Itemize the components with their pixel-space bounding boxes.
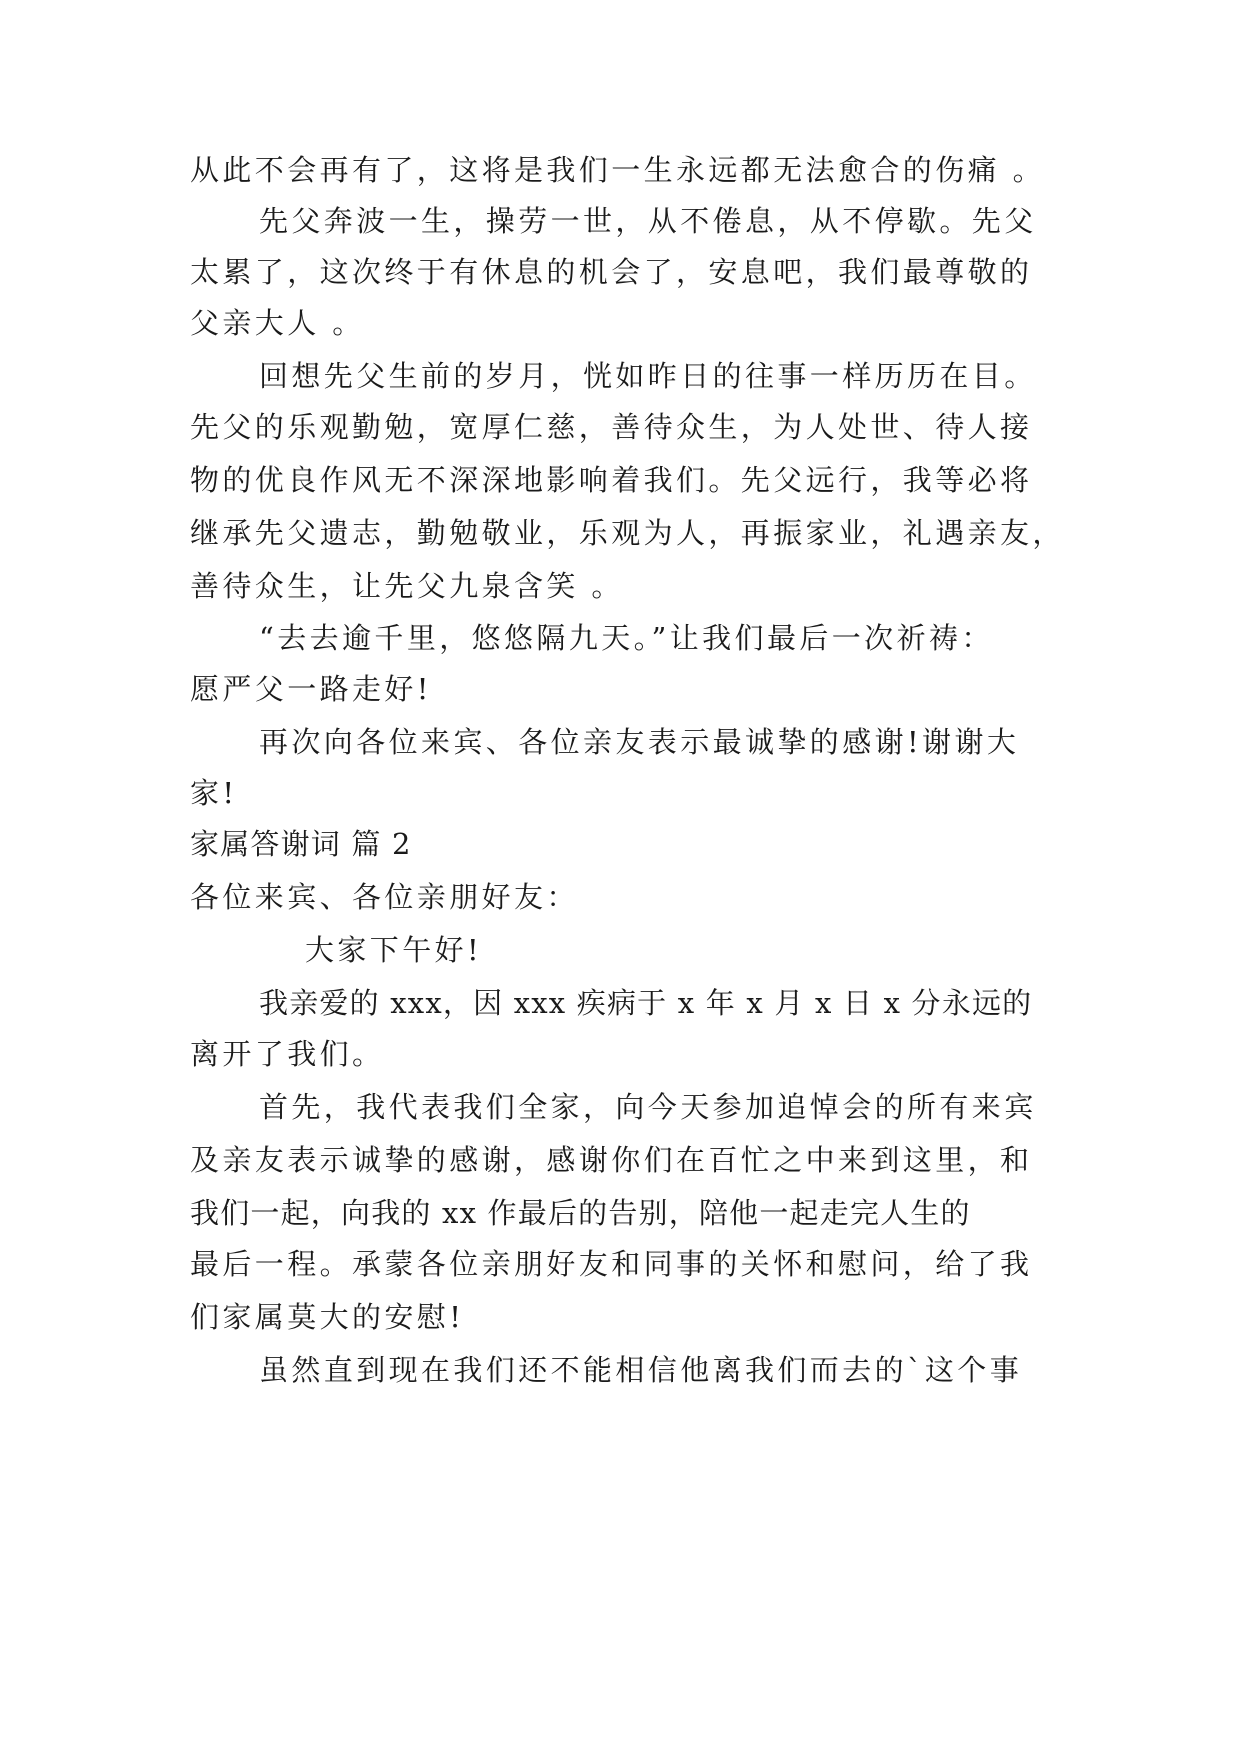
text-line-8: 继承先父遗志，勤勉敬业，乐观为人，再振家业，礼遇亲友， [190,516,1065,550]
text-line-20: 及亲友表示诚挚的感谢，感谢你们在百忙之中来到这里，和 [190,1143,1033,1177]
text-line-5: 回想先父生前的岁月，恍如昨日的往事一样历历在目。 [259,359,1037,393]
salutation: 各位来宾、各位亲朋好友： [190,880,579,914]
text-line-18: 离开了我们。 [190,1037,385,1071]
text-line-17: 我亲爱的 xxx，因 xxx 疾病于 x 年 x 月 x 日 x 分永远的 [259,986,1033,1020]
text-line-11: 愿严父一路走好! [190,672,432,706]
text-line-9: 善待众生，让先父九泉含笑 。 [190,569,624,603]
text-line-19: 首先，我代表我们全家，向今天参加追悼会的所有来宾 [259,1090,1037,1124]
text-line-7: 物的优良作风无不深深地影响着我们。先父远行，我等必将 [190,463,1033,497]
text-line-3: 太累了，这次终于有休息的机会了，安息吧，我们最尊敬的 [190,255,1033,289]
text-line-6: 先父的乐观勤勉，宽厚仁慈，善待众生，为人处世、待人接 [190,410,1033,444]
text-line-23: 们家属莫大的安慰! [190,1300,465,1334]
text-line-10: “去去逾千里，悠悠隔九天。”让我们最后一次祈祷： [259,621,994,655]
text-line-1: 从此不会再有了，这将是我们一生永远都无法愈合的伤痛 。 [190,153,1046,187]
text-line-24: 虽然直到现在我们还不能相信他离我们而去的`这个事 [259,1353,1023,1387]
text-line-22: 最后一程。承蒙各位亲朋好友和同事的关怀和慰问，给了我 [190,1247,1033,1281]
text-line-4: 父亲大人 。 [190,306,365,340]
text-line-13: 家! [190,776,238,810]
text-line-2: 先父奔波一生，操劳一世，从不倦息，从不停歇。先父 [259,204,1037,238]
section-heading: 家属答谢词 篇 2 [190,827,412,861]
text-line-21: 我们一起，向我的 xx 作最后的告别，陪他一起走完人生的 [190,1196,971,1230]
greeting: 大家下午好! [305,933,483,967]
text-line-12: 再次向各位来宾、各位亲友表示最诚挚的感谢!谢谢大 [259,725,1020,759]
